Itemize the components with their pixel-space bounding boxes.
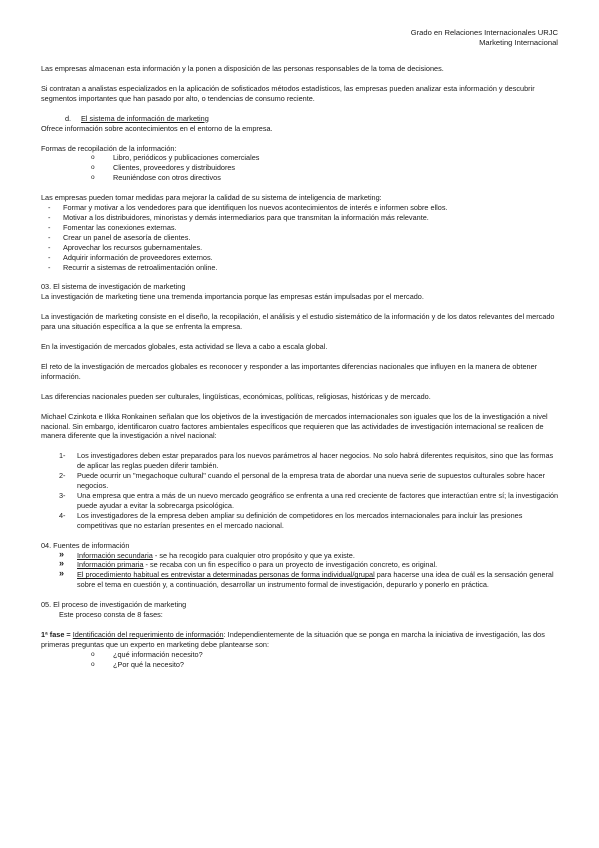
paragraph: Michael Czinkota e Ilkka Ronkainen señalan que los objetivos de la investigación de mercados internacionales son iguales que los de la investigación a nivel nacional. Sin embargo, identificaron cuatro factores ambientales específicos que requieren que las actividades de investigación internacional se realicen de manera diferente que la investigación a nivel nacional: bbox=[41, 411, 548, 441]
section-04-heading: 04. Fuentes de información bbox=[41, 540, 130, 550]
paragraph: Las diferencias nacionales pueden ser culturales, lingüísticas, económicas, políticas, religiosas, históricas y de mercado. bbox=[41, 391, 431, 401]
list-item: o Reuniéndose con otros directivos bbox=[41, 173, 559, 183]
section-03-heading: 03. El sistema de investigación de marketing bbox=[41, 282, 186, 292]
list-text: Los investigadores deben estar preparados para los nuevos parámetros al hacer negocios. No solo habrá diferentes requisitos, sino que las formas de aplicar las reglas pueden diferir también. bbox=[77, 451, 554, 471]
source-desc: para hacerse una idea de cuál es la sensación general sobre el tema en cuestión y, a continuación, desarrollar un instrumento formal de investigación, depurarlo y ponerlo en práctica. bbox=[77, 570, 554, 590]
source-desc: - se ha recogido para cualquier otro propósito y que ya existe. bbox=[152, 550, 355, 560]
list-number: 3- bbox=[59, 491, 66, 500]
list-number: 4- bbox=[59, 510, 66, 520]
list-item: - Recurrir a sistemas de retroalimentación online. bbox=[41, 263, 559, 273]
list-item bbox=[41, 560, 559, 570]
paragraph: Las empresas almacenan esta información y la ponen a disposición de las personas responsables de la toma de decisiones. bbox=[41, 64, 444, 73]
phase-1-paragraph bbox=[41, 630, 559, 650]
list-item bbox=[41, 471, 559, 491]
paragraph: Las empresas pueden tomar medidas para mejorar la calidad de su sistema de inteligencia de marketing: bbox=[41, 193, 382, 203]
list-item: - Crear un panel de asesoría de clientes. bbox=[41, 233, 559, 243]
sources-list bbox=[41, 551, 559, 591]
list-item bbox=[41, 570, 559, 590]
source-desc: - se recaba con un fin específico o para un proyecto de investigación concreto, es original. bbox=[143, 560, 438, 570]
list-item bbox=[41, 451, 559, 471]
section-d-title: El sistema de información de marketing bbox=[81, 113, 209, 123]
section-d-heading bbox=[41, 114, 559, 124]
factors-list bbox=[41, 451, 559, 530]
phase-desc: : Independientemente de la situación que se ponga en marcha la iniciativa de investigación, las dos primeras preguntas que un experto en marketing debe plantearse son: bbox=[41, 629, 545, 649]
list-item: o ¿Por qué la necesito? bbox=[41, 660, 559, 670]
list-item: - Fomentar las conexiones externas. bbox=[41, 223, 559, 233]
document-body bbox=[41, 64, 559, 670]
list-number: 1- bbox=[59, 451, 66, 461]
list-item bbox=[41, 551, 559, 561]
paragraph: Formas de recopilación de la información: bbox=[41, 143, 177, 153]
list-item: o Libro, periódicos y publicaciones comerciales bbox=[41, 153, 559, 163]
paragraph: Ofrece información sobre acontecimientos en el entorno de la empresa. bbox=[41, 123, 273, 133]
list-item: o Clientes, proveedores y distribuidores bbox=[41, 163, 559, 173]
phase-term: Identificación del requerimiento de información bbox=[72, 629, 224, 639]
list-number: 2- bbox=[59, 471, 66, 481]
forms-list bbox=[41, 153, 559, 183]
source-term: El procedimiento habitual es entrevistar a determinadas personas de forma individual/grupal bbox=[77, 570, 375, 580]
header-subject: Marketing Internacional bbox=[479, 38, 558, 47]
list-item bbox=[41, 491, 559, 511]
list-item: o ¿qué información necesito? bbox=[41, 650, 559, 660]
list-item bbox=[41, 511, 559, 531]
phase-label: 1ª fase = bbox=[41, 629, 71, 639]
section-05-heading: 05. El proceso de investigación de marketing bbox=[41, 600, 187, 610]
measures-list bbox=[41, 203, 559, 272]
paragraph: La investigación de marketing tiene una tremenda importancia porque las empresas están impulsadas por el mercado. bbox=[41, 292, 424, 302]
header-course: Grado en Relaciones Internacionales URJC bbox=[410, 28, 558, 37]
paragraph: El reto de la investigación de mercados globales es reconocer y responder a las importantes diferencias nacionales que influyen en la manera de obtener información. bbox=[41, 361, 538, 381]
list-text: Los investigadores de la empresa deben ampliar su definición de competidores en los mercados internacionales para incluir las presiones competitivas que no estarían presentes en el mercado nacional. bbox=[77, 510, 523, 530]
list-text: Una empresa que entra a más de un nuevo mercado geográfico se enfrenta a una red creciente de factores que interactúan entre sí; la investigación puede ayudar a evitar la sobrecarga psicológica. bbox=[77, 491, 559, 510]
list-text: Puede ocurrir un "megachoque cultural" cuando el personal de la empresa trata de abordar una nueva serie de supuestos culturales sobre hacer negocios. bbox=[77, 471, 546, 491]
source-term: Información secundaria bbox=[77, 550, 153, 560]
section-d-letter: d. bbox=[65, 113, 72, 123]
questions-list bbox=[41, 650, 559, 670]
page-header bbox=[411, 28, 558, 48]
list-item: - Motivar a los distribuidores, minoristas y demás intermediarios para que transmitan la información más relevante. bbox=[41, 213, 559, 223]
list-item: - Formar y motivar a los vendedores para que identifiquen los nuevos acontecimientos de interés e informen sobre ellos. bbox=[41, 203, 559, 213]
paragraph: En la investigación de mercados globales, esta actividad se lleva a cabo a escala global. bbox=[41, 342, 328, 352]
source-term: Información primaria bbox=[77, 560, 144, 570]
paragraph: La investigación de marketing consiste en el diseño, la recopilación, el análisis y el estudio sistemático de la información y de los datos relevantes del mercado para una situación específica a la que se enfrenta la empresa. bbox=[41, 312, 555, 332]
paragraph: Este proceso consta de 8 fases: bbox=[59, 610, 163, 620]
list-item: - Adquirir información de proveedores externos. bbox=[41, 253, 559, 263]
paragraph: Si contratan a analistas especializados en la aplicación de sofisticados métodos estadísticos, las empresas pueden analizar esta información y descubrir segmentos importantes que han pasado por alto, o tendencias de consumo reciente. bbox=[41, 83, 535, 103]
list-item: - Aprovechar los recursos gubernamentales. bbox=[41, 243, 559, 253]
